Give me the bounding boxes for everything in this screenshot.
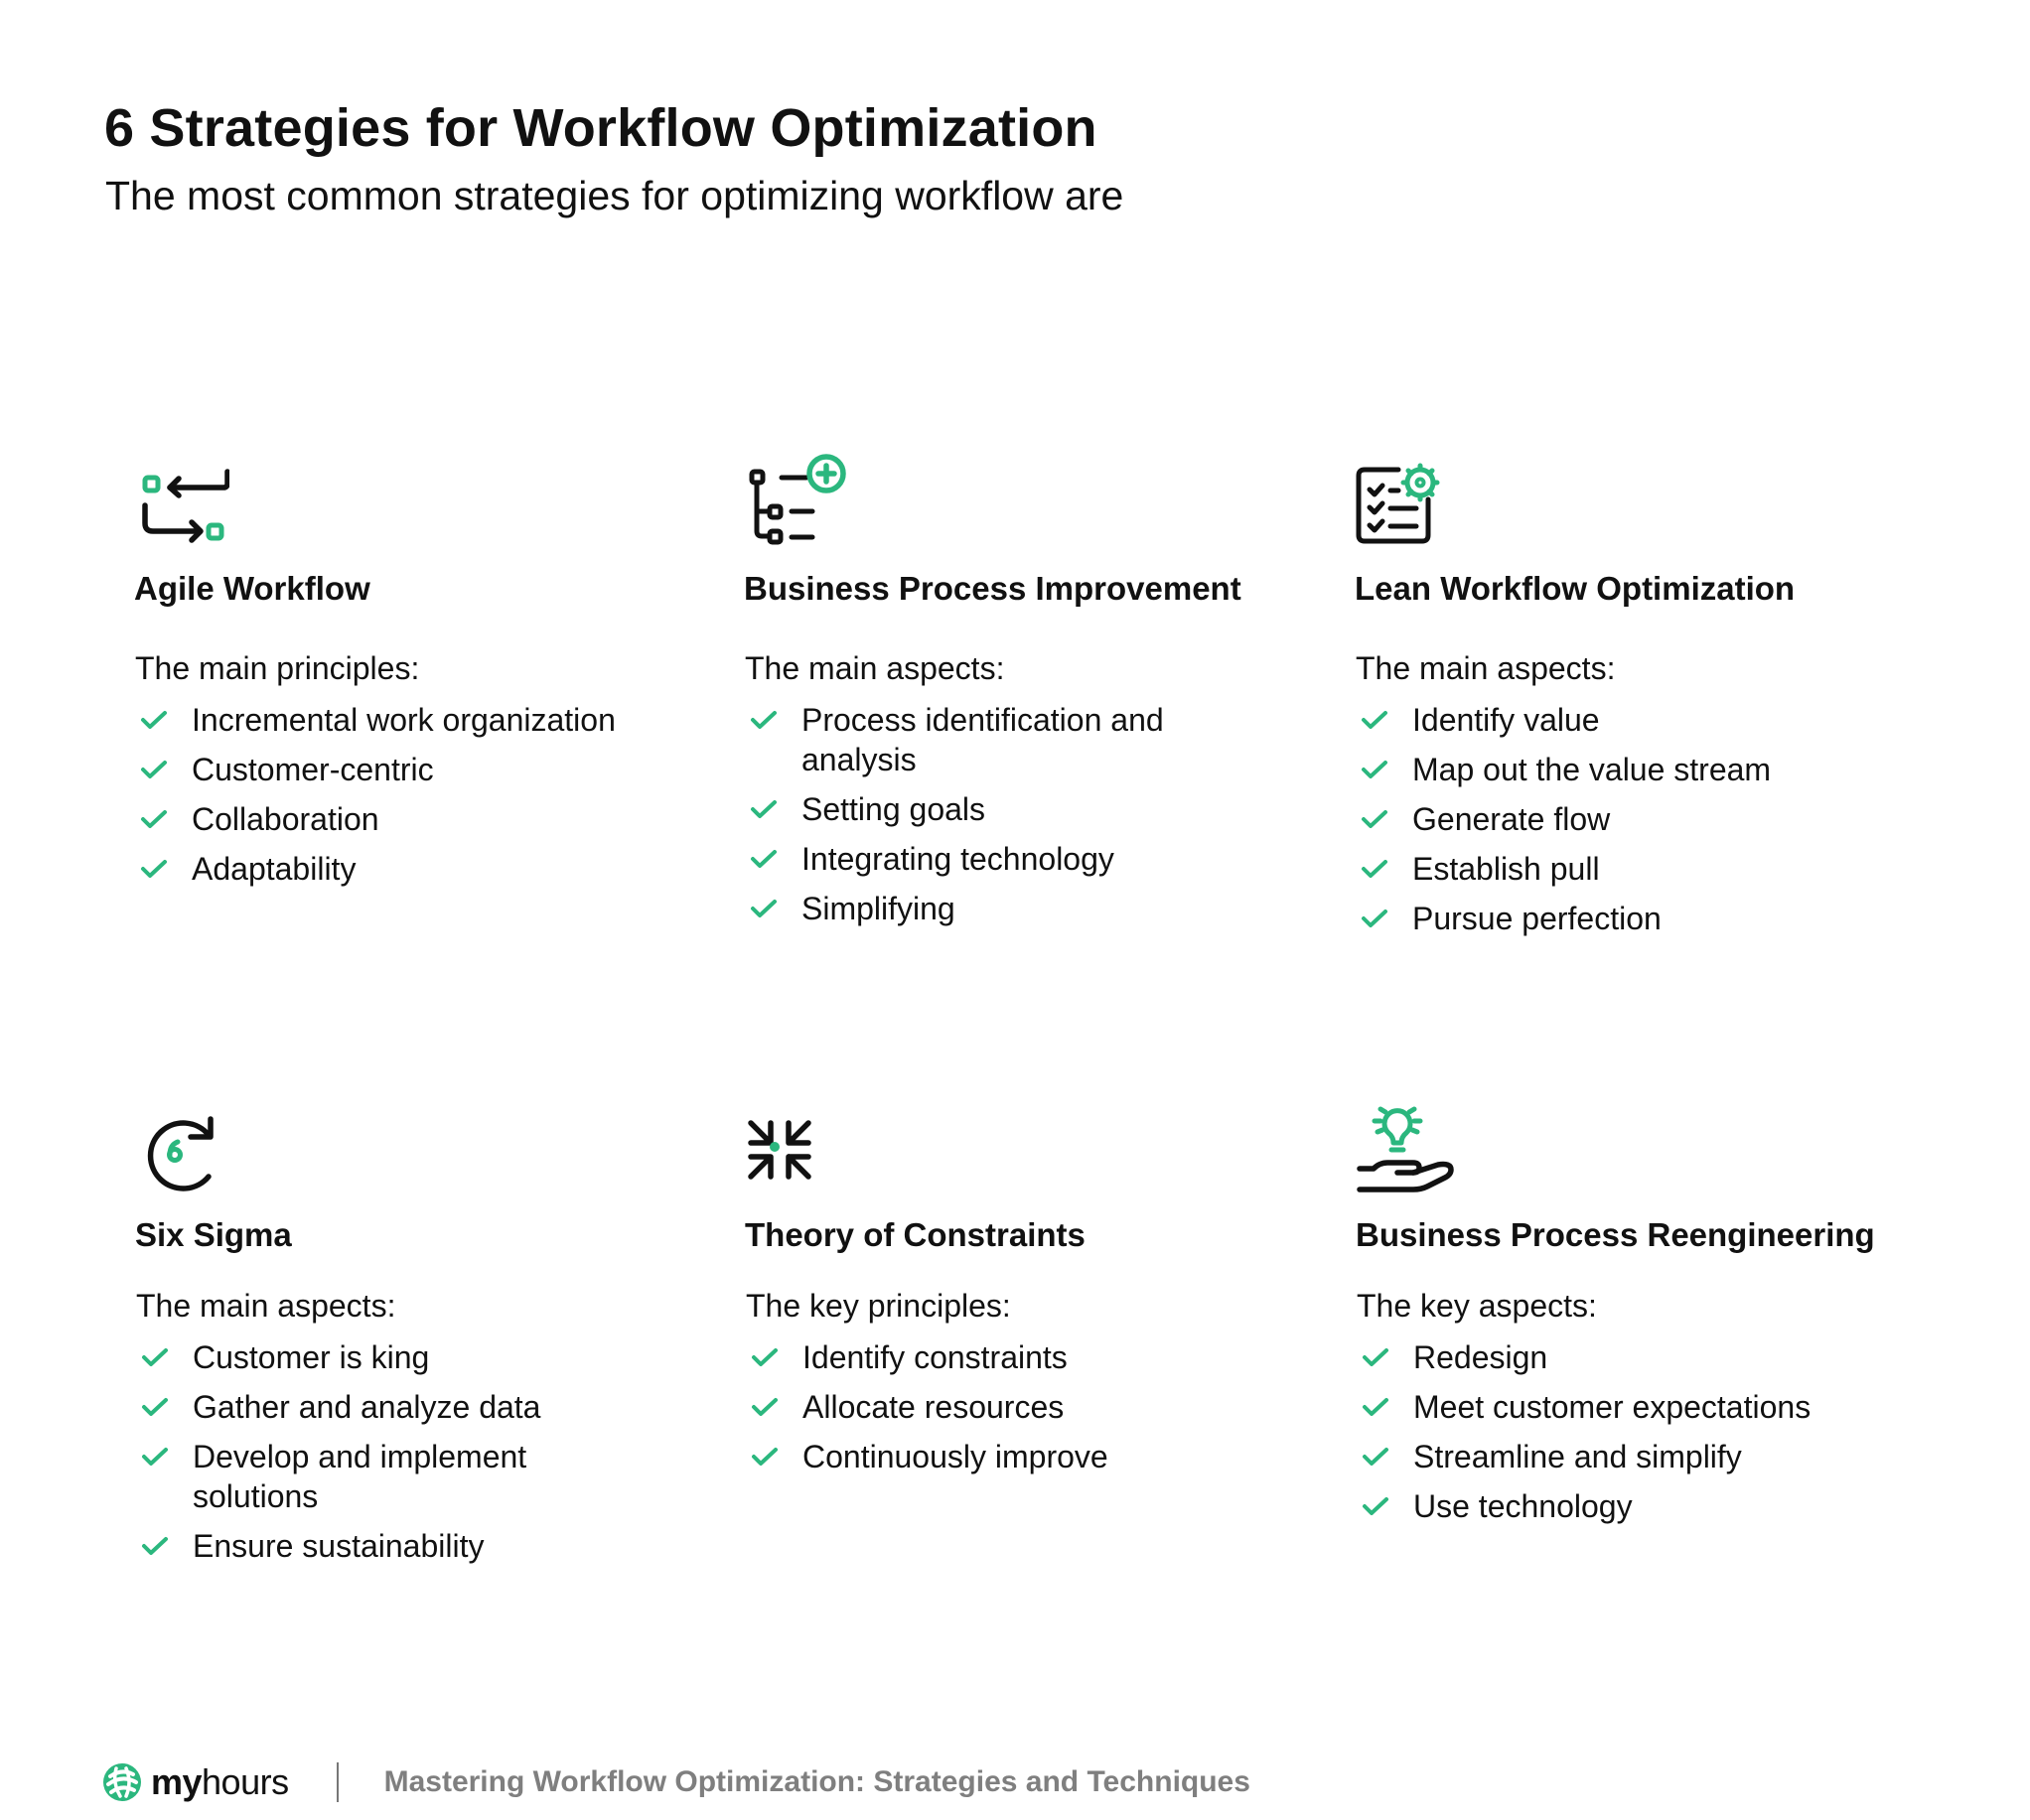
list-item: Customer is king [135, 1337, 602, 1377]
check-icon [1362, 1447, 1389, 1467]
list-item: Customer-centric [134, 750, 670, 789]
strategy-intro: The key aspects: [1357, 1288, 1597, 1324]
strategy-list [1355, 700, 1891, 948]
strategy-title: Lean Workflow Optimization [1355, 570, 1796, 607]
check-icon [751, 1447, 779, 1467]
list-item: Setting goals [744, 789, 1240, 829]
check-icon [140, 809, 168, 829]
list-item: Allocate resources [745, 1387, 1281, 1427]
myhours-logo-text: myhours [151, 1761, 289, 1802]
check-icon [1361, 710, 1388, 730]
strategy-intro: The main aspects: [745, 650, 1005, 686]
converging-arrows-icon [745, 1115, 814, 1185]
list-item: Redesign [1356, 1337, 1892, 1377]
list-item: Generate flow [1355, 799, 1891, 839]
check-icon [1361, 809, 1388, 829]
strategy-intro: The main principles: [135, 650, 420, 686]
list-item: Use technology [1356, 1486, 1892, 1526]
list-item: Map out the value stream [1355, 750, 1891, 789]
strategy-title: Agile Workflow [134, 570, 370, 607]
check-icon [1362, 1496, 1389, 1516]
agile-arrows-icon [140, 462, 229, 551]
footer-caption: Mastering Workflow Optimization: Strategies and Techniques [383, 1765, 1250, 1798]
check-icon [141, 1447, 169, 1467]
check-icon [751, 1397, 779, 1417]
list-item: Pursue perfection [1355, 899, 1891, 938]
footer [102, 1759, 1250, 1805]
strategy-list [1356, 1337, 1892, 1536]
myhours-logo-icon [102, 1762, 142, 1802]
check-icon [751, 1347, 779, 1367]
page-subtitle: The most common strategies for optimizing workflow are [105, 173, 1124, 218]
check-icon [140, 760, 168, 779]
check-icon [141, 1536, 169, 1556]
list-item: Establish pull [1355, 849, 1891, 889]
page-title: 6 Strategies for Workflow Optimization [104, 98, 1097, 158]
list-item: Streamline and simplify [1356, 1437, 1892, 1476]
list-item: Integrating technology [744, 839, 1240, 879]
checklist-gear-icon [1355, 460, 1444, 549]
strategy-title: Theory of Constraints [745, 1216, 1086, 1253]
list-item: Simplifying [744, 889, 1240, 928]
check-icon [750, 849, 778, 869]
list-item: Identify value [1355, 700, 1891, 740]
list-item: Collaboration [134, 799, 670, 839]
strategy-intro: The key principles: [746, 1288, 1011, 1324]
check-icon [1362, 1397, 1389, 1417]
lightbulb-hand-icon [1356, 1103, 1455, 1197]
check-icon [140, 710, 168, 730]
check-icon [141, 1347, 169, 1367]
six-sigma-cycle-icon [139, 1115, 223, 1199]
footer-divider [337, 1762, 339, 1802]
process-tree-plus-icon [744, 452, 853, 551]
list-item: Adaptability [134, 849, 670, 889]
check-icon [140, 859, 168, 879]
strategy-title: Six Sigma [135, 1216, 292, 1253]
check-icon [1361, 859, 1388, 879]
list-item: Process identification and analysis [744, 700, 1240, 779]
check-icon [750, 899, 778, 918]
list-item: Develop and implement solutions [135, 1437, 602, 1516]
check-icon [141, 1397, 169, 1417]
strategy-intro: The main aspects: [1356, 650, 1616, 686]
strategy-list [744, 700, 1240, 938]
check-icon [1361, 909, 1388, 928]
check-icon [750, 710, 778, 730]
list-item: Identify constraints [745, 1337, 1281, 1377]
check-icon [1361, 760, 1388, 779]
list-item: Continuously improve [745, 1437, 1281, 1476]
list-item: Gather and analyze data [135, 1387, 602, 1427]
check-icon [750, 799, 778, 819]
list-item: Ensure sustainability [135, 1526, 602, 1566]
strategy-title: Business Process Improvement [744, 570, 1241, 607]
check-icon [1362, 1347, 1389, 1367]
strategy-intro: The main aspects: [136, 1288, 396, 1324]
strategy-list [135, 1337, 602, 1576]
strategy-list [134, 700, 670, 899]
list-item: Incremental work organization [134, 700, 670, 740]
strategy-title: Business Process Reengineering [1356, 1216, 1875, 1253]
list-item: Meet customer expectations [1356, 1387, 1892, 1427]
strategy-list [745, 1337, 1281, 1486]
